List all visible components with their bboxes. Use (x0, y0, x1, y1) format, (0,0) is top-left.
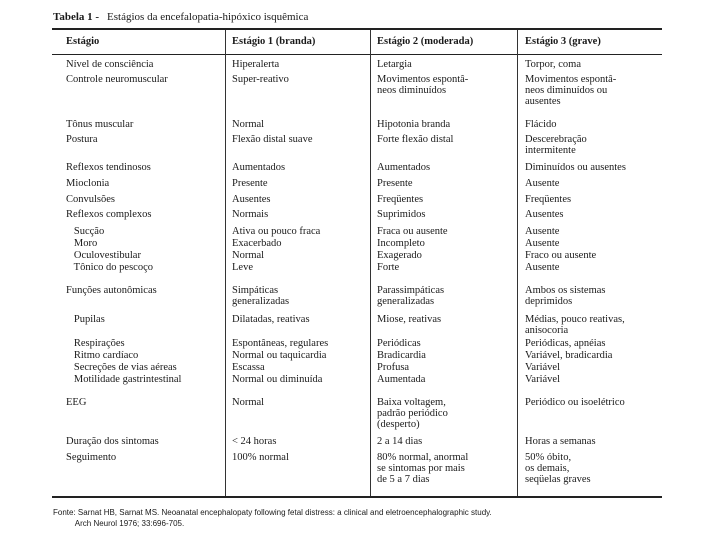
row-label: Funções autonômicas (66, 285, 157, 296)
table-cell: Ausentes (525, 209, 564, 220)
table-label: Tabela 1 - (53, 11, 100, 23)
header-stage-3: Estágio 3 (grave) (525, 36, 601, 47)
table-cell: 50% óbito, os demais, seqüelas graves (525, 452, 591, 485)
table-cell: Presente (377, 178, 413, 189)
table-cell: Freqüentes (525, 194, 572, 205)
row-label: Convulsões (66, 194, 116, 205)
table-cell: Médias, pouco reativas, anisocoria (525, 314, 625, 336)
row-label: Respirações (66, 338, 125, 349)
table-cell: Fraco ou ausente (525, 250, 597, 261)
table-cell: Periódicas, apnéias (525, 338, 606, 349)
table-cell: Ativa ou pouco fraca (232, 226, 321, 237)
row-label: Pupilas (66, 314, 105, 325)
table-cell: Ausente (525, 226, 560, 237)
table-cell: Normal (232, 250, 265, 261)
table-cell: Periódico ou isoelétrico (525, 397, 625, 408)
table-cell: Flácido (525, 119, 557, 130)
table-cell: Letargia (377, 59, 412, 70)
row-label: Motilidade gastrintestinal (66, 374, 182, 385)
header-stage-2: Estágio 2 (moderada) (377, 36, 474, 47)
table-cell: Movimentos espontâ- neos diminuídos (377, 74, 469, 96)
row-label: Tônus muscular (66, 119, 134, 130)
table-cell: Bradicardia (377, 350, 426, 361)
table-cell: Ausente (525, 262, 560, 273)
table-cell: Fraca ou ausente (377, 226, 448, 237)
table-cell: Dilatadas, reativas (232, 314, 310, 325)
row-label: Controle neuromuscular (66, 74, 168, 85)
table-cell: Hipotonia branda (377, 119, 451, 130)
header-stage: Estágio (66, 36, 100, 47)
table-cell: Normal ou taquicardia (232, 350, 327, 361)
header-rule (52, 54, 662, 55)
row-label: Reflexos tendinosos (66, 162, 151, 173)
table-cell: Profusa (377, 362, 410, 373)
table-cell: Aumentados (232, 162, 286, 173)
table-cell: Aumentada (377, 374, 426, 385)
table-cell: Presente (232, 178, 268, 189)
table-cell: Simpáticas generalizadas (232, 285, 290, 307)
table-cell: 2 a 14 dias (377, 436, 423, 447)
table-cell: Hiperalerta (232, 59, 280, 70)
table-cell: Normal (232, 397, 265, 408)
table-cell: Aumentados (377, 162, 431, 173)
table-cell: Diminuídos ou ausentes (525, 162, 626, 173)
row-label: Duração dos sintomas (66, 436, 159, 447)
row-label: Secreções de vias aéreas (66, 362, 177, 373)
table-cell: Escassa (232, 362, 265, 373)
row-label: Tônico do pescoço (66, 262, 153, 273)
table-cell: 80% normal, anormal se sintomas por mais de 5 a 7 dias (377, 452, 469, 485)
column-divider (225, 30, 226, 496)
table-title (53, 11, 308, 23)
top-rule (52, 28, 662, 30)
table-cell: Espontâneas, regulares (232, 338, 329, 349)
table-cell: Miose, reativas (377, 314, 442, 325)
table-cell: Freqüentes (377, 194, 424, 205)
table-cell: Forte (377, 262, 400, 273)
table-cell: Leve (232, 262, 253, 273)
row-label: Moro (66, 238, 98, 249)
table-cell: Variável, bradicardia (525, 350, 613, 361)
column-divider (370, 30, 371, 496)
table-cell: Variável (525, 362, 560, 373)
row-label: Postura (66, 134, 98, 145)
table-cell: 100% normal (232, 452, 289, 463)
table-cell: Baixa voltagem, padrão periódico (desperto) (377, 397, 448, 430)
table-cell: Incompleto (377, 238, 425, 249)
table-cell: Normal (232, 119, 265, 130)
table-cell: Ausente (525, 178, 560, 189)
table-cell: Exagerado (377, 250, 422, 261)
bottom-rule (52, 496, 662, 498)
table-cell: Ambos os sistemas deprimidos (525, 285, 606, 307)
table-cell: Periódicas (377, 338, 421, 349)
table-cell: Ausentes (232, 194, 271, 205)
table-cell: Descerebração intermitente (525, 134, 587, 156)
table-cell: Movimentos espontâ- neos diminuídos ou ausentes (525, 74, 617, 107)
row-label: EEG (66, 397, 87, 408)
table-cell: Horas a semanas (525, 436, 596, 447)
table-cell: Parassimpáticas generalizadas (377, 285, 445, 307)
table-cell: Normal ou diminuída (232, 374, 323, 385)
table-cell: Variável (525, 374, 560, 385)
table-cell: Flexão distal suave (232, 134, 313, 145)
table-cell: < 24 horas (232, 436, 277, 447)
table-cell: Suprimidos (377, 209, 426, 220)
row-label: Ritmo cardíaco (66, 350, 139, 361)
row-label: Seguimento (66, 452, 117, 463)
table-cell: Torpor, coma (525, 59, 581, 70)
table-cell: Exacerbado (232, 238, 282, 249)
header-stage-1: Estágio 1 (branda) (232, 36, 316, 47)
table-cell: Normais (232, 209, 269, 220)
row-label: Oculovestibular (66, 250, 141, 261)
table-cell: Ausente (525, 238, 560, 249)
table-cell: Super-reativo (232, 74, 289, 85)
table-title-text: Estágios da encefalopatia-hipóxico isquêmica (107, 11, 309, 23)
source-citation: Fonte: Sarnat HB, Sarnat MS. Neoanatal encephalopaty following fetal distress: a clinical and eletroencephalographic study. Arch Neurol 1976; 33:696-705. (53, 508, 492, 528)
column-divider (517, 30, 518, 496)
row-label: Nível de consciência (66, 59, 154, 70)
row-label: Mioclonia (66, 178, 110, 189)
table-cell: Forte flexão distal (377, 134, 454, 145)
row-label: Sucção (66, 226, 105, 237)
row-label: Reflexos complexos (66, 209, 152, 220)
